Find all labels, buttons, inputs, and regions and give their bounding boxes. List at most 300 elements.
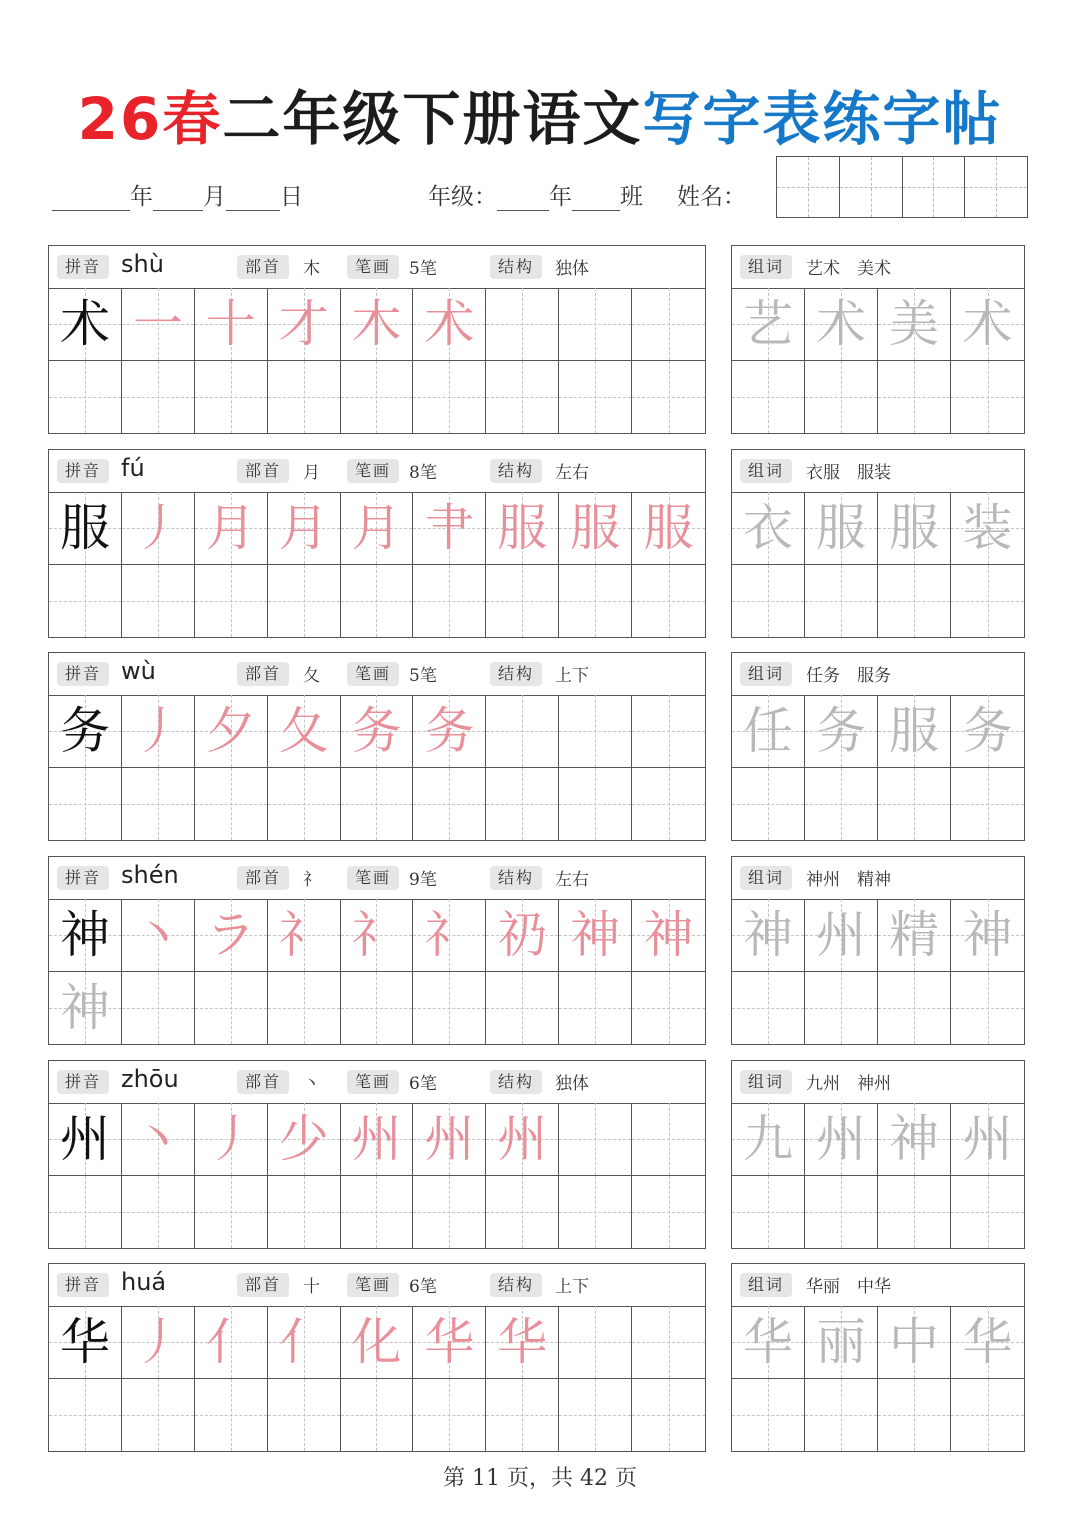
practice-cell[interactable] xyxy=(486,288,559,361)
words-header xyxy=(732,1264,1024,1307)
stroke-order-step: 丿 xyxy=(132,498,183,557)
practice-cell[interactable] xyxy=(486,361,559,434)
word-cell[interactable] xyxy=(878,1103,951,1176)
stroke-order-step: 神 xyxy=(570,905,621,964)
practice-cell[interactable] xyxy=(559,1306,632,1379)
month-blank[interactable] xyxy=(153,186,203,211)
practice-cell[interactable] xyxy=(49,695,122,768)
practice-cell[interactable] xyxy=(195,288,268,361)
practice-cell[interactable] xyxy=(122,565,195,638)
practice-cell[interactable] xyxy=(632,899,705,972)
radical-value: 十 xyxy=(303,1277,320,1297)
practice-cell[interactable] xyxy=(413,768,486,841)
words-header xyxy=(732,1061,1024,1104)
strokes-value: 6笔 xyxy=(409,1277,437,1297)
practice-cell[interactable] xyxy=(413,972,486,1045)
word-cell[interactable] xyxy=(732,361,805,434)
practice-cell[interactable] xyxy=(632,1103,705,1176)
practice-cell[interactable] xyxy=(195,1176,268,1249)
practice-cell[interactable] xyxy=(195,492,268,565)
name-label: 姓名： xyxy=(677,184,746,210)
name-grid[interactable] xyxy=(776,156,1028,218)
structure-value: 左右 xyxy=(555,463,589,483)
stroke-order-step: 夂 xyxy=(278,701,329,760)
practice-cell[interactable] xyxy=(413,695,486,768)
stroke-order-step: 礻 xyxy=(424,905,475,964)
pinyin-tag: 拼音 xyxy=(57,662,109,686)
practice-cell[interactable] xyxy=(413,1176,486,1249)
day-label: 日 xyxy=(280,184,303,210)
practice-cell[interactable] xyxy=(49,768,122,841)
practice-cell[interactable] xyxy=(49,1176,122,1249)
word-cell[interactable] xyxy=(805,1379,878,1452)
trace-word-character: 华 xyxy=(743,1312,793,1371)
word-grid xyxy=(732,1103,1024,1248)
practice-cell[interactable] xyxy=(122,899,195,972)
char-practice-block xyxy=(48,449,706,638)
practice-cell[interactable] xyxy=(632,565,705,638)
word-cell[interactable] xyxy=(805,288,878,361)
practice-cell[interactable] xyxy=(559,1176,632,1249)
word-cell[interactable] xyxy=(951,361,1024,434)
trace-word-character: 神 xyxy=(962,905,1013,964)
word-cell[interactable] xyxy=(951,288,1024,361)
strokes-tag: 笔画 xyxy=(347,662,399,686)
stroke-order-step: 华 xyxy=(424,1312,475,1371)
radical-tag: 部首 xyxy=(237,866,289,890)
practice-grid xyxy=(49,288,705,433)
practice-cell[interactable] xyxy=(268,492,341,565)
practice-cell[interactable] xyxy=(341,1103,414,1176)
trace-word-character: 服 xyxy=(889,701,939,760)
word-cell[interactable] xyxy=(805,899,878,972)
words-tag: 组词 xyxy=(740,1273,792,1297)
word-cell[interactable] xyxy=(732,1306,805,1379)
strokes-tag: 笔画 xyxy=(347,866,399,890)
practice-cell[interactable] xyxy=(195,565,268,638)
word-cell[interactable] xyxy=(878,768,951,841)
strokes-tag: 笔画 xyxy=(347,255,399,279)
trace-word-character: 州 xyxy=(816,905,866,964)
practice-cell[interactable] xyxy=(268,972,341,1045)
pinyin-value: wù xyxy=(121,657,156,685)
char-info-header xyxy=(49,653,705,696)
words-tag: 组词 xyxy=(740,1070,792,1094)
practice-cell[interactable] xyxy=(49,565,122,638)
practice-cell[interactable] xyxy=(341,1379,414,1452)
practice-cell[interactable] xyxy=(268,1103,341,1176)
char-info-header xyxy=(49,1061,705,1104)
practice-cell[interactable] xyxy=(413,899,486,972)
radical-tag: 部首 xyxy=(237,459,289,483)
practice-cell[interactable] xyxy=(195,1379,268,1452)
practice-cell[interactable] xyxy=(341,768,414,841)
name-cell[interactable] xyxy=(840,157,903,217)
trace-word-character: 务 xyxy=(962,701,1013,760)
title-part-3: 写字表练字帖 xyxy=(642,85,1003,153)
practice-cell[interactable] xyxy=(559,1379,632,1452)
model-character: 务 xyxy=(59,701,110,760)
name-cell[interactable] xyxy=(903,157,966,217)
trace-word-character: 任 xyxy=(743,701,793,760)
practice-cell[interactable] xyxy=(49,288,122,361)
word-cell[interactable] xyxy=(732,1176,805,1249)
pinyin-value: zhōu xyxy=(121,1065,179,1093)
practice-cell[interactable] xyxy=(268,565,341,638)
stroke-order-step: 亻 xyxy=(278,1312,329,1371)
char-practice-block xyxy=(48,856,706,1045)
pinyin-tag: 拼音 xyxy=(57,1273,109,1297)
structure-tag: 结构 xyxy=(490,459,542,483)
practice-cell[interactable] xyxy=(49,899,122,972)
stroke-order-step: 服 xyxy=(497,498,548,557)
pinyin-tag: 拼音 xyxy=(57,1070,109,1094)
practice-cell[interactable] xyxy=(341,972,414,1045)
practice-cell[interactable] xyxy=(195,1103,268,1176)
practice-cell[interactable] xyxy=(559,288,632,361)
word-cell[interactable] xyxy=(732,1103,805,1176)
practice-cell[interactable] xyxy=(559,565,632,638)
radical-tag: 部首 xyxy=(237,1070,289,1094)
word-grid xyxy=(732,1306,1024,1451)
pinyin-value: shù xyxy=(121,250,164,278)
word-cell[interactable] xyxy=(732,972,805,1045)
structure-value: 上下 xyxy=(555,1277,589,1297)
structure-tag: 结构 xyxy=(490,1273,542,1297)
words-value: 任务 服务 xyxy=(806,666,891,686)
practice-cell[interactable] xyxy=(486,1379,559,1452)
word-practice-block xyxy=(731,245,1025,434)
stroke-order-step: 肀 xyxy=(424,498,475,557)
word-cell[interactable] xyxy=(732,695,805,768)
char-practice-block xyxy=(48,1263,706,1452)
word-practice-block xyxy=(731,1263,1025,1452)
practice-cell[interactable] xyxy=(413,492,486,565)
year-blank[interactable] xyxy=(52,186,130,211)
trace-word-character: 州 xyxy=(816,1109,866,1168)
practice-cell[interactable] xyxy=(49,492,122,565)
model-character: 神 xyxy=(59,905,110,964)
model-character: 术 xyxy=(59,294,110,353)
word-cell[interactable] xyxy=(878,695,951,768)
stroke-order-step: 木 xyxy=(351,294,402,353)
practice-cell[interactable] xyxy=(486,1176,559,1249)
word-cell[interactable] xyxy=(732,1379,805,1452)
class-blank[interactable] xyxy=(572,186,620,211)
practice-cell[interactable] xyxy=(559,1103,632,1176)
words-tag: 组词 xyxy=(740,459,792,483)
word-cell[interactable] xyxy=(878,1379,951,1452)
practice-cell[interactable] xyxy=(486,768,559,841)
word-cell[interactable] xyxy=(951,1306,1024,1379)
stroke-order-step: 丶 xyxy=(132,905,183,964)
trace-word-character: 华 xyxy=(962,1312,1013,1371)
stroke-order-step: 服 xyxy=(643,498,694,557)
strokes-value: 6笔 xyxy=(409,1074,437,1094)
practice-cell[interactable] xyxy=(49,1306,122,1379)
practice-cell[interactable] xyxy=(122,1306,195,1379)
practice-cell[interactable] xyxy=(268,899,341,972)
stroke-order-step: 少 xyxy=(278,1109,329,1168)
word-cell[interactable] xyxy=(951,1379,1024,1452)
practice-cell[interactable] xyxy=(632,288,705,361)
practice-cell[interactable] xyxy=(341,899,414,972)
practice-cell[interactable] xyxy=(341,565,414,638)
practice-cell[interactable] xyxy=(268,768,341,841)
words-value: 九州 神州 xyxy=(806,1074,891,1094)
practice-cell[interactable] xyxy=(195,899,268,972)
char-practice-block xyxy=(48,1060,706,1249)
practice-cell[interactable] xyxy=(341,1306,414,1379)
word-cell[interactable] xyxy=(805,361,878,434)
practice-grid xyxy=(49,899,705,1044)
word-cell[interactable] xyxy=(951,492,1024,565)
stroke-order-step: 礽 xyxy=(497,905,548,964)
word-cell[interactable] xyxy=(951,565,1024,638)
trace-word-character: 丽 xyxy=(816,1312,866,1371)
practice-cell[interactable] xyxy=(413,1379,486,1452)
practice-cell[interactable] xyxy=(413,1306,486,1379)
trace-word-character: 中 xyxy=(889,1312,939,1371)
practice-cell[interactable] xyxy=(632,972,705,1045)
structure-value: 上下 xyxy=(555,666,589,686)
day-blank[interactable] xyxy=(226,186,280,211)
practice-cell[interactable] xyxy=(559,492,632,565)
practice-cell[interactable] xyxy=(122,695,195,768)
word-cell[interactable] xyxy=(805,565,878,638)
word-cell[interactable] xyxy=(732,288,805,361)
words-value: 艺术 美术 xyxy=(806,259,891,279)
practice-cell[interactable] xyxy=(632,768,705,841)
word-cell[interactable] xyxy=(805,1176,878,1249)
practice-cell[interactable] xyxy=(49,361,122,434)
word-cell[interactable] xyxy=(732,565,805,638)
words-value: 神州 精神 xyxy=(806,870,891,890)
grade-line xyxy=(428,178,746,211)
stroke-order-step: 亻 xyxy=(205,1312,256,1371)
strokes-value: 5笔 xyxy=(409,666,437,686)
name-cell[interactable] xyxy=(777,157,840,217)
practice-cell[interactable] xyxy=(122,1379,195,1452)
char-info-header xyxy=(49,1264,705,1307)
practice-cell[interactable] xyxy=(559,695,632,768)
trace-word-character: 衣 xyxy=(743,498,793,557)
model-character: 服 xyxy=(59,498,110,557)
word-cell[interactable] xyxy=(878,1306,951,1379)
practice-cell[interactable] xyxy=(632,492,705,565)
word-cell[interactable] xyxy=(951,899,1024,972)
radical-value: 丶 xyxy=(303,1074,320,1094)
practice-cell[interactable] xyxy=(486,972,559,1045)
radical-tag: 部首 xyxy=(237,662,289,686)
practice-cell[interactable] xyxy=(632,695,705,768)
word-cell[interactable] xyxy=(951,695,1024,768)
model-character: 州 xyxy=(59,1109,110,1168)
pinyin-value: fú xyxy=(121,454,145,482)
practice-cell[interactable] xyxy=(195,768,268,841)
stroke-order-step: 务 xyxy=(351,701,402,760)
page-title xyxy=(0,72,1080,156)
word-cell[interactable] xyxy=(805,695,878,768)
practice-cell[interactable] xyxy=(195,972,268,1045)
word-cell[interactable] xyxy=(805,492,878,565)
practice-cell[interactable] xyxy=(122,768,195,841)
word-grid xyxy=(732,288,1024,433)
practice-cell[interactable] xyxy=(122,972,195,1045)
radical-value: 月 xyxy=(303,463,320,483)
radical-value: 礻 xyxy=(303,870,320,890)
stroke-order-step: 礻 xyxy=(351,905,402,964)
practice-cell[interactable] xyxy=(49,972,122,1045)
practice-cell[interactable] xyxy=(122,1103,195,1176)
word-cell[interactable] xyxy=(732,899,805,972)
trace-word-character: 九 xyxy=(743,1109,793,1168)
practice-grid xyxy=(49,1306,705,1451)
words-header xyxy=(732,246,1024,289)
practice-cell[interactable] xyxy=(486,565,559,638)
practice-cell[interactable] xyxy=(195,361,268,434)
year-label: 年 xyxy=(130,184,153,210)
practice-cell[interactable] xyxy=(632,1306,705,1379)
stroke-order-step: 礻 xyxy=(278,905,329,964)
practice-cell[interactable] xyxy=(559,972,632,1045)
radical-tag: 部首 xyxy=(237,255,289,279)
word-cell[interactable] xyxy=(878,361,951,434)
radical-value: 木 xyxy=(303,259,320,279)
char-practice-block xyxy=(48,245,706,434)
char-info-header xyxy=(49,857,705,900)
strokes-tag: 笔画 xyxy=(347,459,399,483)
words-header xyxy=(732,653,1024,696)
stroke-order-step: 丿 xyxy=(132,701,183,760)
trace-word-character: 美 xyxy=(889,294,939,353)
practice-cell[interactable] xyxy=(341,361,414,434)
practice-cell[interactable] xyxy=(632,361,705,434)
pinyin-tag: 拼音 xyxy=(57,866,109,890)
practice-cell[interactable] xyxy=(486,695,559,768)
title-part-2: 二年级下册语文 xyxy=(222,85,643,153)
char-info-header xyxy=(49,450,705,493)
practice-cell[interactable] xyxy=(268,1176,341,1249)
practice-cell[interactable] xyxy=(486,1306,559,1379)
trace-word-character: 艺 xyxy=(743,294,793,353)
practice-cell[interactable] xyxy=(341,492,414,565)
class-label: 班 xyxy=(620,184,643,210)
word-cell[interactable] xyxy=(878,972,951,1045)
word-grid xyxy=(732,492,1024,637)
stroke-order-step: ラ xyxy=(205,905,256,964)
practice-cell[interactable] xyxy=(413,361,486,434)
word-cell[interactable] xyxy=(878,899,951,972)
practice-cell[interactable] xyxy=(122,1176,195,1249)
practice-cell[interactable] xyxy=(486,492,559,565)
practice-cell[interactable] xyxy=(341,1176,414,1249)
words-header xyxy=(732,450,1024,493)
practice-cell[interactable] xyxy=(559,361,632,434)
practice-cell[interactable] xyxy=(195,695,268,768)
practice-cell[interactable] xyxy=(632,1379,705,1452)
words-tag: 组词 xyxy=(740,255,792,279)
structure-value: 独体 xyxy=(555,1074,589,1094)
trace-character: 神 xyxy=(59,978,110,1037)
radical-value: 夂 xyxy=(303,666,320,686)
word-cell[interactable] xyxy=(805,1103,878,1176)
word-cell[interactable] xyxy=(805,972,878,1045)
practice-cell[interactable] xyxy=(632,1176,705,1249)
practice-cell[interactable] xyxy=(268,1306,341,1379)
practice-cell[interactable] xyxy=(413,565,486,638)
word-cell[interactable] xyxy=(878,492,951,565)
structure-tag: 结构 xyxy=(490,255,542,279)
grade-year-label: 年 xyxy=(549,184,572,210)
structure-tag: 结构 xyxy=(490,662,542,686)
word-grid xyxy=(732,695,1024,840)
practice-cell[interactable] xyxy=(195,1306,268,1379)
practice-cell[interactable] xyxy=(122,492,195,565)
word-cell[interactable] xyxy=(805,768,878,841)
practice-cell[interactable] xyxy=(268,695,341,768)
strokes-value: 8笔 xyxy=(409,463,437,483)
practice-cell[interactable] xyxy=(413,288,486,361)
word-practice-block xyxy=(731,856,1025,1045)
stroke-order-step: 一 xyxy=(132,294,183,353)
practice-cell[interactable] xyxy=(49,1103,122,1176)
word-cell[interactable] xyxy=(878,1176,951,1249)
word-cell[interactable] xyxy=(732,768,805,841)
grade-year-blank[interactable] xyxy=(497,186,549,211)
practice-grid xyxy=(49,695,705,840)
practice-cell[interactable] xyxy=(268,361,341,434)
practice-cell[interactable] xyxy=(122,288,195,361)
practice-cell[interactable] xyxy=(486,1103,559,1176)
practice-cell[interactable] xyxy=(268,288,341,361)
structure-value: 左右 xyxy=(555,870,589,890)
practice-cell[interactable] xyxy=(559,768,632,841)
stroke-order-step: 才 xyxy=(278,294,329,353)
strokes-value: 9笔 xyxy=(409,870,437,890)
stroke-order-step: 务 xyxy=(424,701,475,760)
word-cell[interactable] xyxy=(951,1176,1024,1249)
word-cell[interactable] xyxy=(805,1306,878,1379)
practice-cell[interactable] xyxy=(486,899,559,972)
words-header xyxy=(732,857,1024,900)
structure-tag: 结构 xyxy=(490,866,542,890)
word-cell[interactable] xyxy=(951,768,1024,841)
structure-value: 独体 xyxy=(555,259,589,279)
stroke-order-step: 丿 xyxy=(205,1109,256,1168)
practice-cell[interactable] xyxy=(341,288,414,361)
practice-cell[interactable] xyxy=(341,695,414,768)
strokes-tag: 笔画 xyxy=(347,1070,399,1094)
trace-word-character: 务 xyxy=(816,701,866,760)
word-cell[interactable] xyxy=(951,972,1024,1045)
strokes-value: 5笔 xyxy=(409,259,437,279)
word-cell[interactable] xyxy=(878,565,951,638)
practice-cell[interactable] xyxy=(268,1379,341,1452)
trace-word-character: 装 xyxy=(962,498,1013,557)
grade-label: 年级： xyxy=(428,184,497,210)
practice-cell[interactable] xyxy=(559,899,632,972)
word-cell[interactable] xyxy=(732,492,805,565)
practice-cell[interactable] xyxy=(49,1379,122,1452)
practice-cell[interactable] xyxy=(122,361,195,434)
word-cell[interactable] xyxy=(951,1103,1024,1176)
trace-word-character: 神 xyxy=(743,905,793,964)
word-cell[interactable] xyxy=(878,288,951,361)
trace-word-character: 服 xyxy=(889,498,939,557)
practice-cell[interactable] xyxy=(413,1103,486,1176)
name-cell[interactable] xyxy=(965,157,1027,217)
